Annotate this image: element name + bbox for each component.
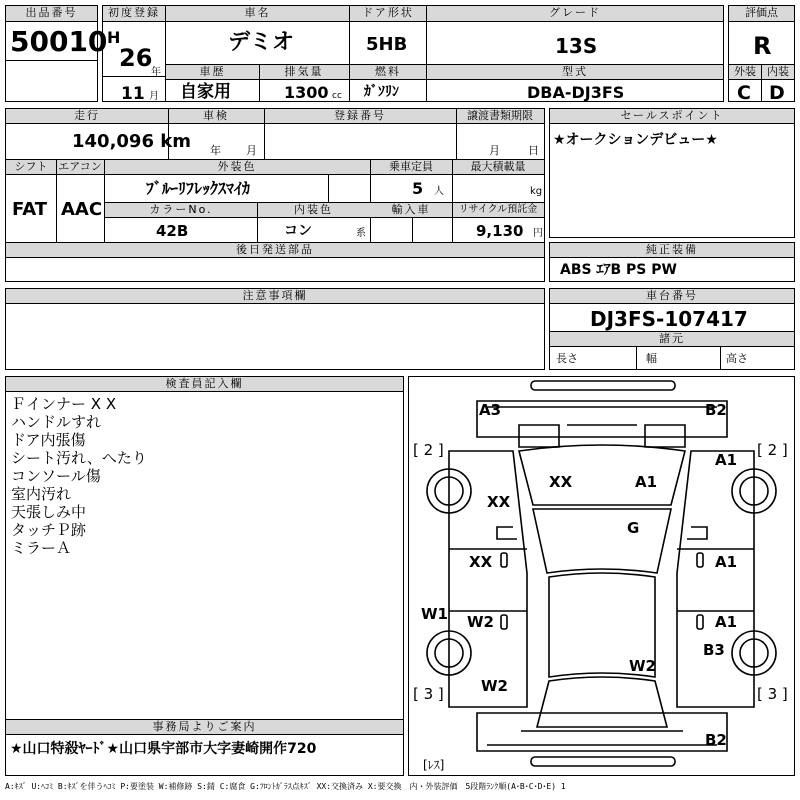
displacement: 1300 (284, 83, 329, 102)
mark-w2-rear-left: W2 (481, 677, 508, 695)
inspector-note: タッチＰ跡 (11, 521, 87, 539)
legend: A:ｷｽﾞ U:ﾍｺﾐ B:ｷｽﾞを伴うﾍｺﾐ P:要塗装 W:補修跡 S:錆 C:腐食 G:ﾌﾛﾝﾄｶﾞﾗｽ点ｷｽﾞ XX:交換済み X:要交換 内・外装評価 5段階ﾗﾝｸ順(A･B･C･D･E) 1 (5, 782, 566, 791)
score: R (753, 32, 772, 60)
inspection-month-unit: 月 (246, 144, 257, 157)
mark-bracket-2-right: [ 2 ] (757, 441, 788, 459)
chassis-number: DJ3FS-107417 (590, 307, 748, 331)
mark-xx-left-fender: XX (487, 493, 511, 511)
import-label: 輸入車 (370, 203, 452, 218)
recycle-fee: 9,130 (476, 222, 524, 240)
details-box (5, 108, 545, 282)
mark-b3: B3 (703, 641, 725, 659)
equipment-box (549, 242, 795, 282)
inspector-note: コンソール傷 (11, 467, 101, 485)
inspector-note: Ｆインナー X X (11, 395, 117, 413)
grade-box (426, 5, 724, 102)
door-type: 5HB (366, 34, 408, 55)
era-mark: H (107, 28, 121, 47)
mark-res: [ﾚｽ] (423, 758, 445, 772)
first-reg-box (102, 5, 166, 102)
equipment-text: ABS ｴｱB PS PW (560, 262, 677, 278)
first-reg-year: 26 (119, 44, 153, 72)
width-label: 幅 (646, 352, 657, 365)
first-reg-month: 11 (121, 84, 145, 104)
month-unit: 月 (149, 91, 159, 102)
recycle-label: リサイクル預託金 (452, 203, 544, 218)
model: DBA-DJ3FS (527, 83, 625, 102)
color-label: 外装色 (104, 160, 370, 175)
mark-xx-left-door: XX (469, 553, 493, 571)
specs-label: 諸元 (550, 332, 794, 347)
year-unit: 年 (151, 67, 161, 78)
lot-number: 50010 (10, 25, 108, 58)
mileage: 140,096 km (72, 131, 191, 152)
mark-bracket-3-left: [ 3 ] (413, 685, 444, 703)
capacity-unit: 人 (434, 186, 444, 197)
recycle-unit: 円 (533, 228, 543, 239)
ac-label: エアコン (56, 160, 104, 175)
office-label: 事務局よりご案内 (6, 720, 403, 735)
sales-point-label: セールスポイント (550, 109, 794, 124)
interior-color: コン (284, 223, 312, 239)
mark-w1: W1 (421, 605, 448, 623)
max-load-unit: kg (530, 186, 543, 197)
interior-color-label: 内装色 (257, 203, 370, 218)
mark-a1-right-door: A1 (715, 553, 738, 571)
height-label: 高さ (726, 352, 748, 365)
mark-a1-hood: A1 (635, 473, 658, 491)
interior-color-unit: 系 (356, 228, 366, 239)
mark-a1-right-rear: A1 (715, 613, 738, 631)
inspection-label: 車検 (168, 109, 264, 124)
max-load-label: 最大積載量 (452, 160, 544, 175)
transfer-label: 譲渡書類期限 (456, 109, 544, 124)
lot-label: 出品番号 (6, 6, 97, 22)
score-label: 評価点 (729, 6, 794, 22)
later-parts-label: 後日発送部品 (6, 243, 544, 258)
inspector-note: ミラーＡ (11, 539, 72, 557)
score-box (728, 5, 795, 102)
capacity: 5 (412, 179, 424, 198)
first-reg-label: 初度登録 (103, 6, 165, 22)
notes-label: 注意事項欄 (6, 289, 544, 304)
chassis-box (549, 288, 795, 370)
inspector-note: ドア内張傷 (11, 431, 86, 449)
shift: FAT (12, 199, 48, 220)
inspector-label: 検査員記入欄 (6, 377, 403, 392)
color-no-label: カラーNo. (105, 203, 257, 218)
fuel-label: 燃料 (350, 65, 426, 80)
transfer-day-unit: 日 (528, 144, 539, 157)
displacement-label: 排気量 (259, 65, 349, 80)
inspector-note: 天張しみ中 (11, 503, 87, 521)
exterior-score: C (737, 82, 751, 104)
office-text: ★山口特殺ﾔｰﾄﾞ★山口県宇部市大字妻崎開作720 (10, 741, 317, 757)
sales-point-box (549, 108, 795, 238)
car-name-label: 車名 (166, 6, 349, 22)
car-name-box (165, 5, 350, 102)
registration-label: 登録番号 (264, 109, 456, 124)
model-label: 型式 (427, 65, 723, 80)
fuel: ｶﾞｿﾘﾝ (364, 84, 399, 100)
mark-a3: A3 (479, 401, 502, 419)
ac: AAC (61, 199, 103, 220)
inspector-note: 室内汚れ (11, 485, 72, 503)
sales-point-text: ★オークションデビュー★ (553, 132, 718, 148)
mileage-label: 走行 (6, 109, 168, 124)
mark-a1-right-fender: A1 (715, 451, 738, 469)
equipment-label: 純正装備 (550, 243, 794, 258)
mark-b2-rear: B2 (705, 731, 727, 749)
inspector-box (5, 376, 404, 776)
history: 自家用 (180, 82, 231, 102)
mark-w2-roof: W2 (629, 657, 656, 675)
inspector-note: ハンドルすれ (11, 413, 102, 431)
car-name: デミオ (228, 30, 295, 55)
displacement-unit: cc (332, 91, 342, 101)
transfer-month-unit: 月 (489, 144, 500, 157)
inspection-year-unit: 年 (210, 144, 221, 157)
mark-xx-hood-left: XX (549, 473, 573, 491)
mark-g-windshield: G (627, 519, 640, 537)
lot-blank-box (5, 60, 98, 102)
door-box (349, 5, 427, 102)
notes-box (5, 288, 545, 370)
exterior-label: 外装 (729, 65, 761, 80)
history-label: 車歴 (166, 65, 259, 80)
interior-score: D (769, 82, 785, 104)
mark-w2-left-door: W2 (467, 613, 494, 631)
shift-label: シフト (6, 160, 56, 175)
interior-label: 内装 (762, 65, 794, 80)
exterior-color: ﾌﾞﾙｰﾘﾌﾚｯｸｽﾏｲｶ (146, 179, 251, 198)
mark-b2-front: B2 (705, 401, 727, 419)
mark-bracket-2-left: [ 2 ] (413, 441, 444, 459)
car-diagram (409, 377, 794, 775)
door-label: ドア形状 (350, 6, 426, 22)
length-label: 長さ (556, 352, 578, 365)
grade: 13S (555, 34, 598, 58)
inspector-note: シート汚れ、へたり (11, 449, 147, 467)
inspector-notes (11, 395, 147, 557)
chassis-label: 車台番号 (550, 289, 794, 304)
lot-number-box (5, 5, 108, 61)
grade-label: グレード (427, 6, 723, 22)
color-no: 42B (156, 222, 189, 240)
car-diagram-box (408, 376, 795, 776)
capacity-label: 乗車定員 (370, 160, 452, 175)
mark-bracket-3-right: [ 3 ] (757, 685, 788, 703)
